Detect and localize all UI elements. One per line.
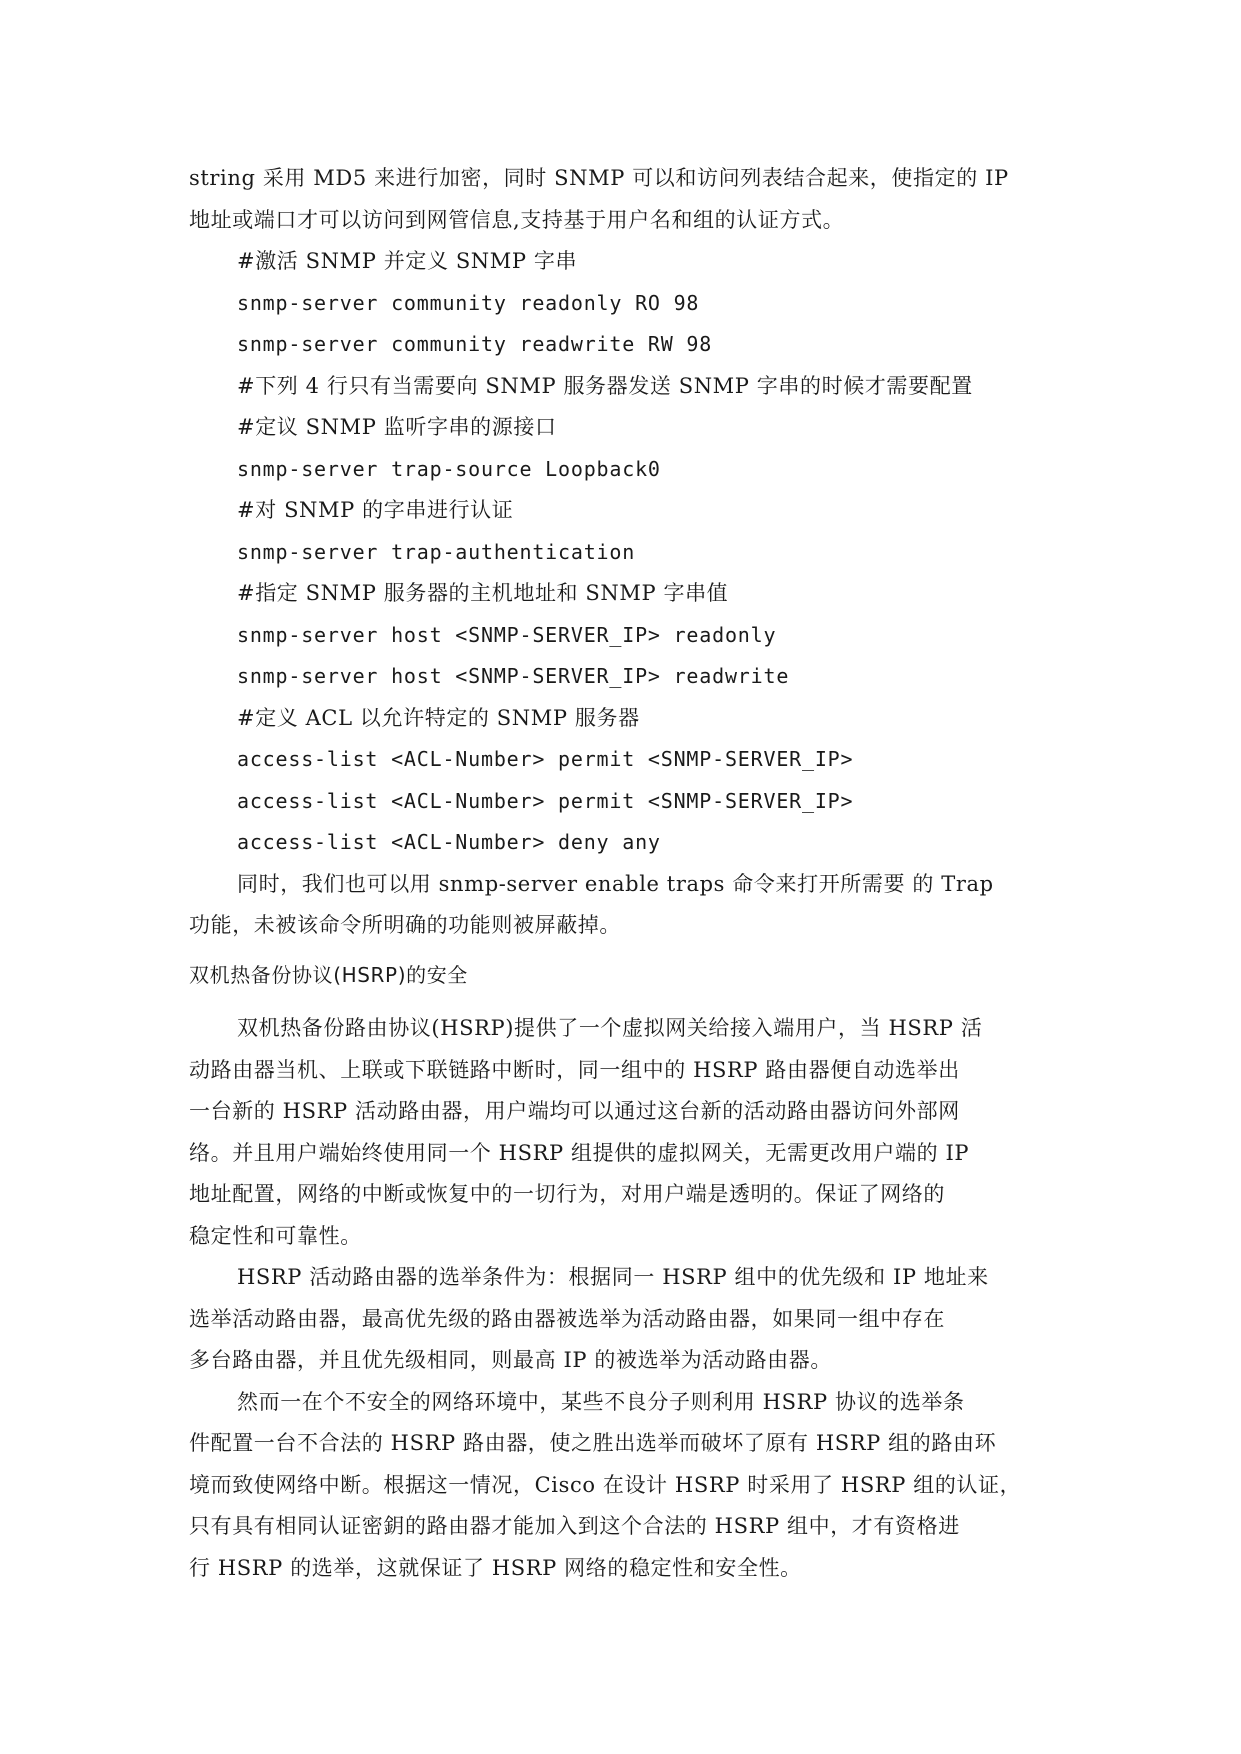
config-comment: #定议 SNMP 监听字串的源接口 bbox=[237, 415, 557, 439]
text-line: 境而致使网络中断。根据这一情况，Cisco 在设计 HSRP 时采用了 HSRP 组的认证， bbox=[189, 1472, 1022, 1497]
hsrp-security-paragraph bbox=[189, 1382, 1069, 1590]
config-comment: #激活 SNMP 并定义 SNMP 字串 bbox=[237, 249, 578, 273]
config-code-line: snmp-server host <SNMP-SERVER_IP> readonly bbox=[237, 622, 777, 647]
text-line: 同时，我们也可以用 snmp-server enable traps 命令来打开所需要 的 Trap bbox=[237, 871, 994, 896]
hsrp-election-paragraph bbox=[189, 1257, 1069, 1382]
config-comment: #指定 SNMP 服务器的主机地址和 SNMP 字串值 bbox=[237, 581, 729, 605]
config-code-line: snmp-server community readwrite RW 98 bbox=[237, 332, 713, 356]
text-line: 地址或端口才可以访问到网管信息,支持基于用户名和组的认证方式。 bbox=[189, 207, 845, 232]
config-code-line: snmp-server community readonly RO 98 bbox=[237, 290, 700, 315]
config-code-line: access-list <ACL-Number> deny any bbox=[237, 830, 661, 854]
config-code-line: snmp-server host <SNMP-SERVER_IP> readwrite bbox=[237, 664, 790, 688]
text-line: 然而一在个不安全的网络环境中，某些不良分子则利用 HSRP 协议的选举条 bbox=[237, 1389, 965, 1414]
text-line: 多台路由器，并且优先级相同，则最高 IP 的被选举为活动路由器。 bbox=[189, 1348, 832, 1372]
text-line: HSRP 活动路由器的选举条件为：根据同一 HSRP 组中的优先级和 IP 地址来 bbox=[237, 1265, 989, 1289]
text-line: 络。并且用户端始终使用同一个 HSRP 组提供的虚拟网关，无需更改用户端的 IP bbox=[189, 1140, 970, 1165]
config-comment: #定义 ACL 以允许特定的 SNMP 服务器 bbox=[237, 705, 640, 730]
text-line: string 采用 MD5 来进行加密，同时 SNMP 可以和访问列表结合起来，使指定的 IP bbox=[189, 166, 1009, 190]
config-code-line: access-list <ACL-Number> permit <SNMP-SERVER_IP> bbox=[237, 788, 854, 813]
text-line: 只有具有相同认证密鈅的路由器才能加入到这个合法的 HSRP 组中，才有资格进 bbox=[189, 1514, 960, 1538]
snmp-config-block bbox=[189, 241, 1069, 864]
text-line: 件配置一台不合法的 HSRP 路由器，使之胜出选举而破坏了原有 HSRP 组的路由环 bbox=[189, 1431, 997, 1455]
intro-paragraph bbox=[189, 158, 1069, 241]
text-line: 选举活动路由器，最高优先级的路由器被选举为活动路由器，如果同一组中存在 bbox=[189, 1306, 945, 1331]
text-line: 地址配置，网络的中断或恢复中的一切行为，对用户端是透明的。保证了网络的 bbox=[189, 1182, 945, 1206]
text-line: 动路由器当机、上联或下联链路中断时，同一组中的 HSRP 路由器便自动选举出 bbox=[189, 1057, 960, 1082]
document-body bbox=[189, 158, 1069, 1589]
text-line: 一台新的 HSRP 活动路由器，用户端均可以通过这台新的活动路由器访问外部网 bbox=[189, 1099, 960, 1123]
text-line: 功能，未被该命令所明确的功能则被屏蔽掉。 bbox=[189, 913, 621, 937]
config-code-line: snmp-server trap-authentication bbox=[237, 539, 636, 564]
config-code-line: snmp-server trap-source Loopback0 bbox=[237, 456, 661, 481]
text-line: 稳定性和可靠性。 bbox=[189, 1223, 362, 1248]
hsrp-intro-paragraph bbox=[189, 1008, 1069, 1257]
text-line: 双机热备份路由协议(HSRP)提供了一个虚拟网关给接入端用户，当 HSRP 活 bbox=[237, 1016, 983, 1040]
traps-paragraph bbox=[189, 864, 1069, 947]
config-comment: #对 SNMP 的字串进行认证 bbox=[237, 498, 514, 522]
text-line: 行 HSRP 的选举，这就保证了 HSRP 网络的稳定性和安全性。 bbox=[189, 1555, 802, 1580]
section-heading: 双机热备份协议(HSRP)的安全 bbox=[189, 962, 468, 987]
config-code-line: access-list <ACL-Number> permit <SNMP-SERVER_IP> bbox=[237, 747, 854, 771]
config-comment: #下列 4 行只有当需要向 SNMP 服务器发送 SNMP 字串的时候才需要配置 bbox=[237, 373, 973, 398]
